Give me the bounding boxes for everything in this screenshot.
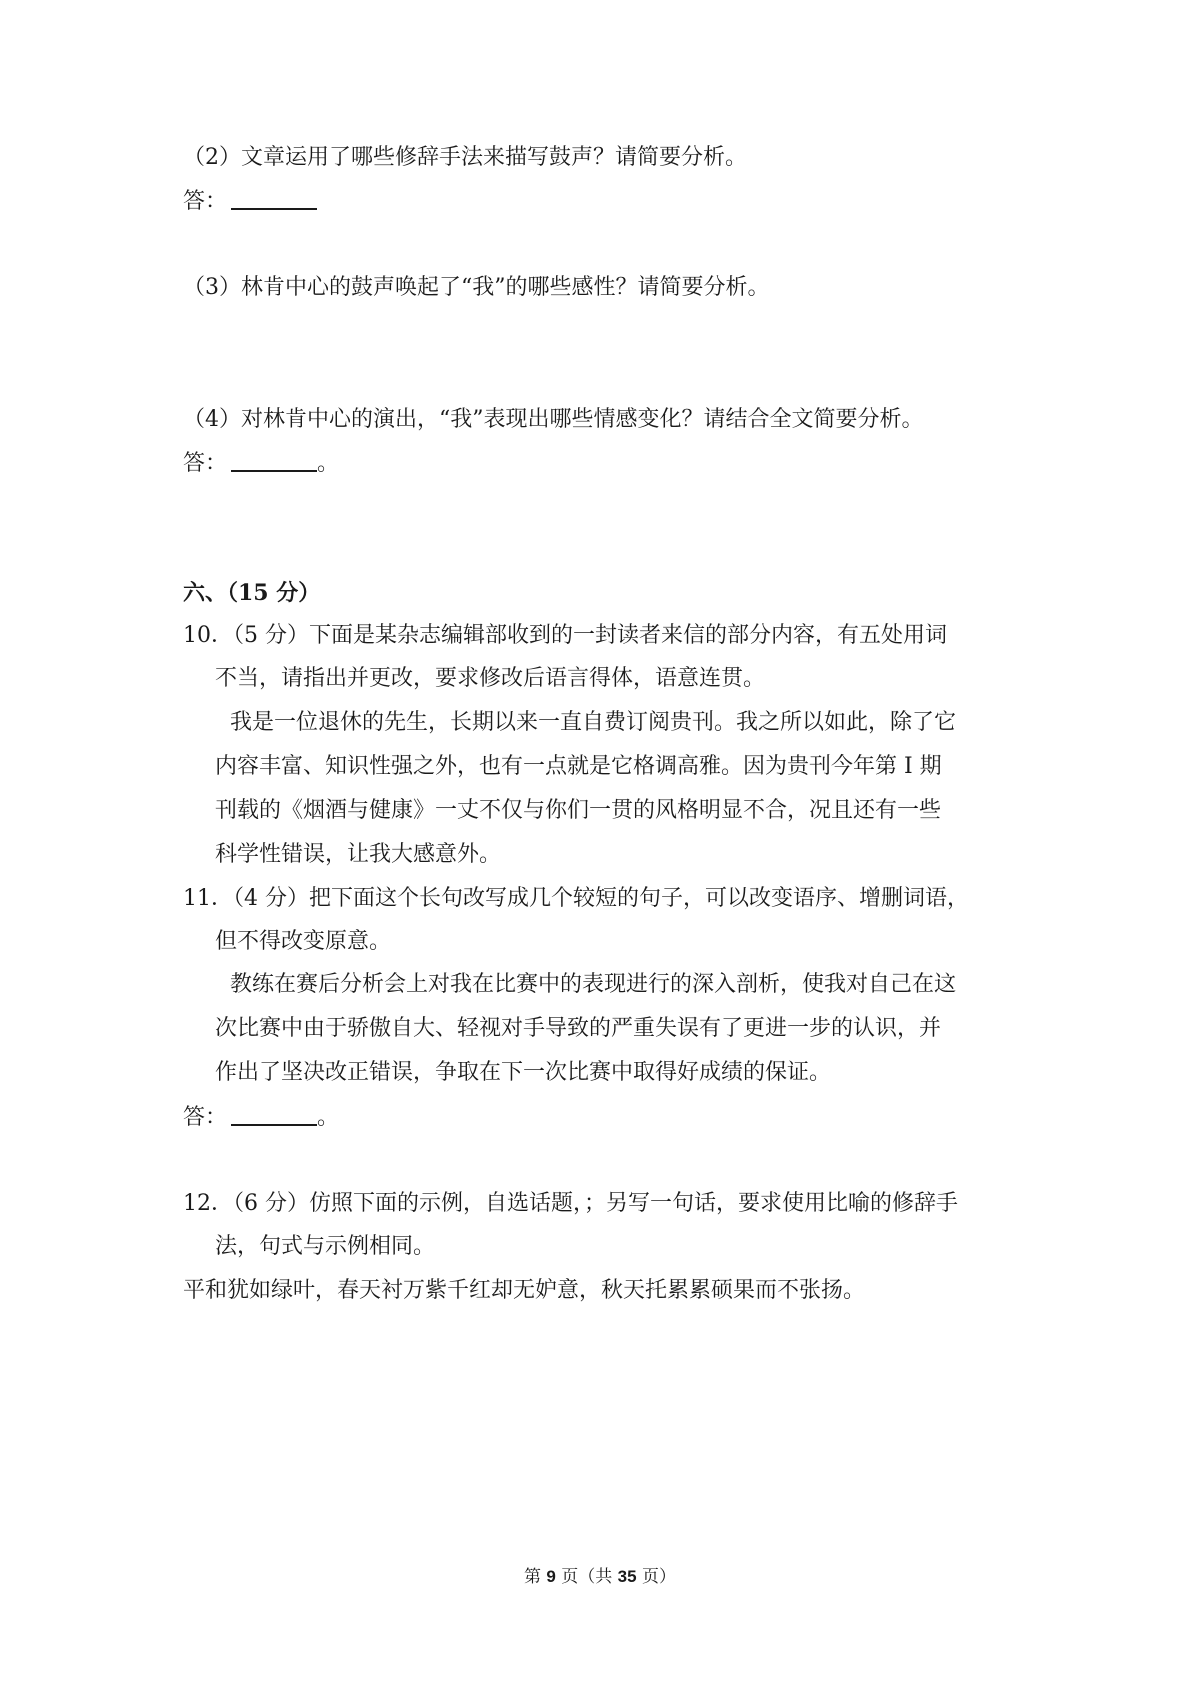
question-4: （4）对林肯中心的演出，“我”表现出哪些情感变化？请结合全文简要分析。 <box>183 407 924 432</box>
section-6-title: 六、（15 分） <box>183 580 321 606</box>
question-11-line-2: 但不得改变原意。 <box>215 929 392 954</box>
answer-blank[interactable] <box>231 448 317 472</box>
answer-blank[interactable] <box>231 186 317 210</box>
page-total: 35 <box>617 1567 637 1586</box>
question-12-line-1: 12．（6 分）仿照下面的示例，自选话题，；另写一句话，要求使用比喻的修辞手 <box>183 1191 958 1216</box>
question-11-passage-3: 作出了坚决改正错误，争取在下一次比赛中取得好成绩的保证。 <box>215 1060 832 1085</box>
question-11-passage-1: 教练在赛后分析会上对我在比赛中的表现进行的深入剖析，使我对自己在这 <box>230 972 957 997</box>
page-footer <box>0 1562 1200 1587</box>
footer-middle: 页（共 <box>555 1567 618 1587</box>
question-11-passage-2: 次比赛中由于骄傲自大、轻视对手导致的严重失误有了更进一步的认识，并 <box>215 1016 942 1041</box>
answer-line-11 <box>183 1102 339 1133</box>
question-12-line-2: 法，句式与示例相同。 <box>215 1234 436 1259</box>
question-10-passage-2: 内容丰富、知识性强之外，也有一点就是它格调高雅。因为贵刊今年第 I 期 <box>215 754 942 779</box>
question-10-line-1: 10．（5 分）下面是某杂志编辑部收到的一封读者来信的部分内容，有五处用词 <box>183 623 947 648</box>
page-number: 9 <box>546 1567 556 1586</box>
answer-end: 。 <box>317 451 340 476</box>
question-10-line-2: 不当，请指出并更改，要求修改后语言得体，语意连贯。 <box>215 666 766 691</box>
question-10-passage-3: 刊载的《烟酒与健康》一丈不仅与你们一贯的风格明显不合，况且还有一些 <box>215 798 942 823</box>
question-12-example: 平和犹如绿叶，春天衬万紫千红却无妒意，秋天托累累硕果而不张扬。 <box>183 1278 866 1303</box>
answer-blank[interactable] <box>231 1102 317 1126</box>
question-10-passage-4: 科学性错误，让我大感意外。 <box>215 842 502 867</box>
answer-label: 答： <box>183 451 228 476</box>
question-2: （2）文章运用了哪些修辞手法来描写鼓声？请简要分析。 <box>183 145 747 170</box>
answer-line-4 <box>183 448 339 479</box>
answer-line-2 <box>183 186 317 217</box>
answer-label: 答： <box>183 1105 228 1130</box>
question-11-line-1: 11．（4 分）把下面这个长句改写成几个较短的句子，可以改变语序、增删词语， <box>183 886 969 911</box>
question-10-passage-1: 我是一位退休的先生，长期以来一直自费订阅贵刊。我之所以如此，除了它 <box>230 710 957 735</box>
question-3: （3）林肯中心的鼓声唤起了“我”的哪些感性？请简要分析。 <box>183 275 770 300</box>
footer-suffix: 页） <box>636 1567 676 1587</box>
answer-end: 。 <box>317 1105 340 1130</box>
footer-prefix: 第 <box>523 1567 547 1587</box>
answer-label: 答： <box>183 189 228 214</box>
